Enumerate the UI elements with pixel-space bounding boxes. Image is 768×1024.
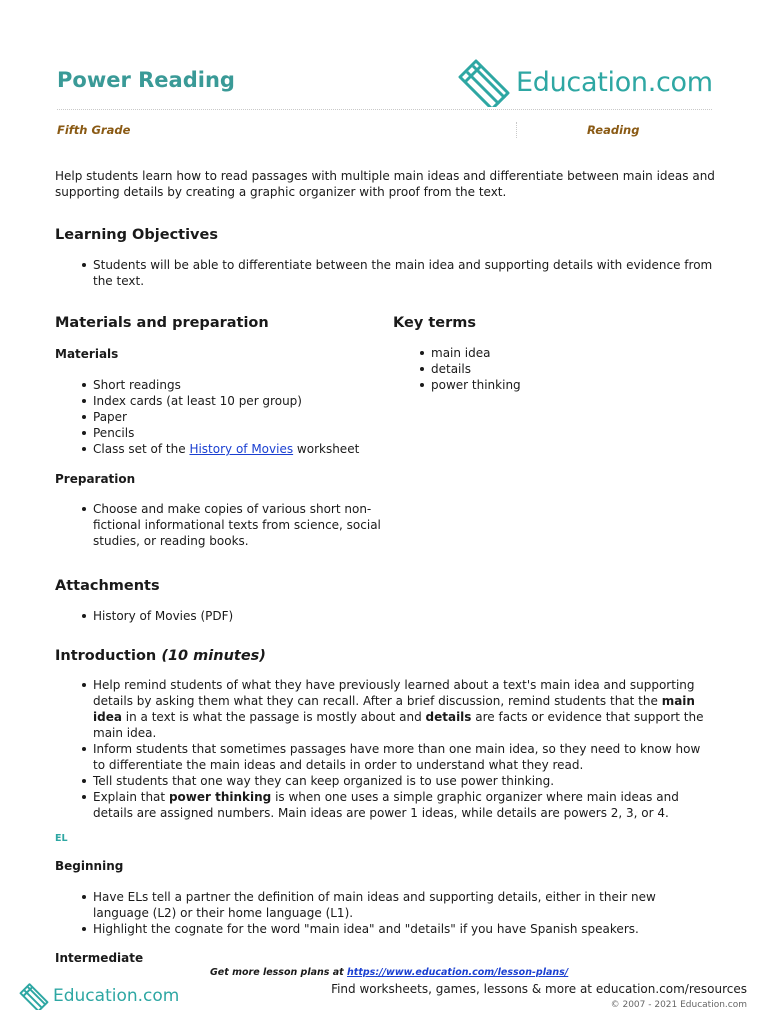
attachments-heading: Attachments — [55, 578, 160, 594]
footer-logo-text: Education.com — [53, 986, 180, 1006]
page-title: Power Reading — [57, 68, 235, 92]
list-item: Short readings — [55, 377, 385, 393]
list-item: Index cards (at least 10 per group) — [55, 393, 385, 409]
materials-prep-heading: Materials and preparation — [55, 315, 269, 331]
term-main-idea: main idea — [93, 694, 695, 724]
list-item: Students will be able to differentiate between the main idea and supporting details with evidence from the text. — [55, 257, 715, 289]
meta-separator — [516, 122, 517, 138]
list-item: main idea — [393, 345, 693, 361]
list-item: Tell students that one way they can keep organized is to use power thinking. — [55, 773, 715, 789]
lesson-plans-link[interactable]: https://www.education.com/lesson-plans/ — [347, 967, 569, 978]
introduction-duration: (10 minutes) — [161, 648, 266, 664]
list-item: Choose and make copies of various short non-fictional informational texts from science, social studies, or reading books. — [55, 501, 385, 549]
learning-objectives-heading: Learning Objectives — [55, 227, 218, 243]
term-details: details — [425, 710, 472, 724]
introduction-heading — [55, 648, 266, 664]
footer-find-text: Find worksheets, games, lessons & more at education.com/resources — [331, 982, 747, 996]
beginning-list — [55, 889, 715, 937]
list-item: details — [393, 361, 693, 377]
list-item: Have ELs tell a partner the definition of main ideas and supporting details, either in their new language (L2) or their home language (L1). — [55, 889, 715, 921]
list-item: Inform students that sometimes passages have more than one main idea, so they need to know how to differentiate the main ideas and details in order to understand what they read. — [55, 741, 715, 773]
pencil-logo-icon — [456, 57, 512, 107]
key-terms-heading: Key terms — [393, 315, 476, 331]
pencil-logo-icon — [18, 982, 50, 1010]
footer-promo: Get more lesson plans at https://www.education.com/lesson-plans/ — [210, 967, 569, 978]
key-terms-list — [393, 345, 693, 393]
list-item: Paper — [55, 409, 385, 425]
list-item[interactable]: History of Movies (PDF) — [55, 608, 455, 624]
footer-logo[interactable] — [18, 982, 179, 1010]
header-divider — [57, 109, 712, 110]
grade-label: Fifth Grade — [57, 123, 131, 137]
beginning-heading: Beginning — [55, 859, 124, 873]
preparation-list — [55, 501, 385, 549]
intermediate-heading: Intermediate — [55, 951, 144, 965]
list-item: Explain that power thinking is when one uses a simple graphic organizer where main ideas and details are assigned numbers. Main ideas are power 1 ideas, while details are powers 2, 3, or 4. — [55, 789, 715, 821]
learning-objectives-list — [55, 257, 715, 289]
education-logo[interactable] — [456, 57, 713, 107]
introduction-list — [55, 677, 715, 821]
subject-label: Reading — [587, 123, 640, 137]
footer-copyright: © 2007 - 2021 Education.com — [610, 1000, 747, 1010]
el-tag: EL — [55, 833, 68, 844]
class-set-after: worksheet — [293, 442, 360, 456]
list-item — [55, 441, 385, 457]
materials-heading: Materials — [55, 347, 119, 361]
attachments-list — [55, 608, 455, 624]
preparation-heading: Preparation — [55, 472, 136, 486]
list-item: Highlight the cognate for the word "main idea" and "details" if you have Spanish speakers. — [55, 921, 715, 937]
list-item: power thinking — [393, 377, 693, 393]
logo-text: Education.com — [516, 66, 713, 98]
class-set-before: Class set of the — [93, 442, 190, 456]
list-item: Pencils — [55, 425, 385, 441]
list-item: Help remind students of what they have previously learned about a text's main idea and supporting details by asking them what they can recall. After a brief discussion, remind students that the main idea in a text is what the passage is mostly about and details are facts or evidence that support the main idea. — [55, 677, 715, 741]
introduction-title: Introduction — [55, 648, 157, 664]
term-power-thinking: power thinking — [168, 790, 272, 804]
history-of-movies-link[interactable]: History of Movies — [189, 442, 294, 456]
materials-list — [55, 377, 385, 457]
intro-paragraph: Help students learn how to read passages with multiple main ideas and differentiate between main ideas and supporting details by creating a graphic organizer with proof from the text. — [55, 169, 715, 199]
